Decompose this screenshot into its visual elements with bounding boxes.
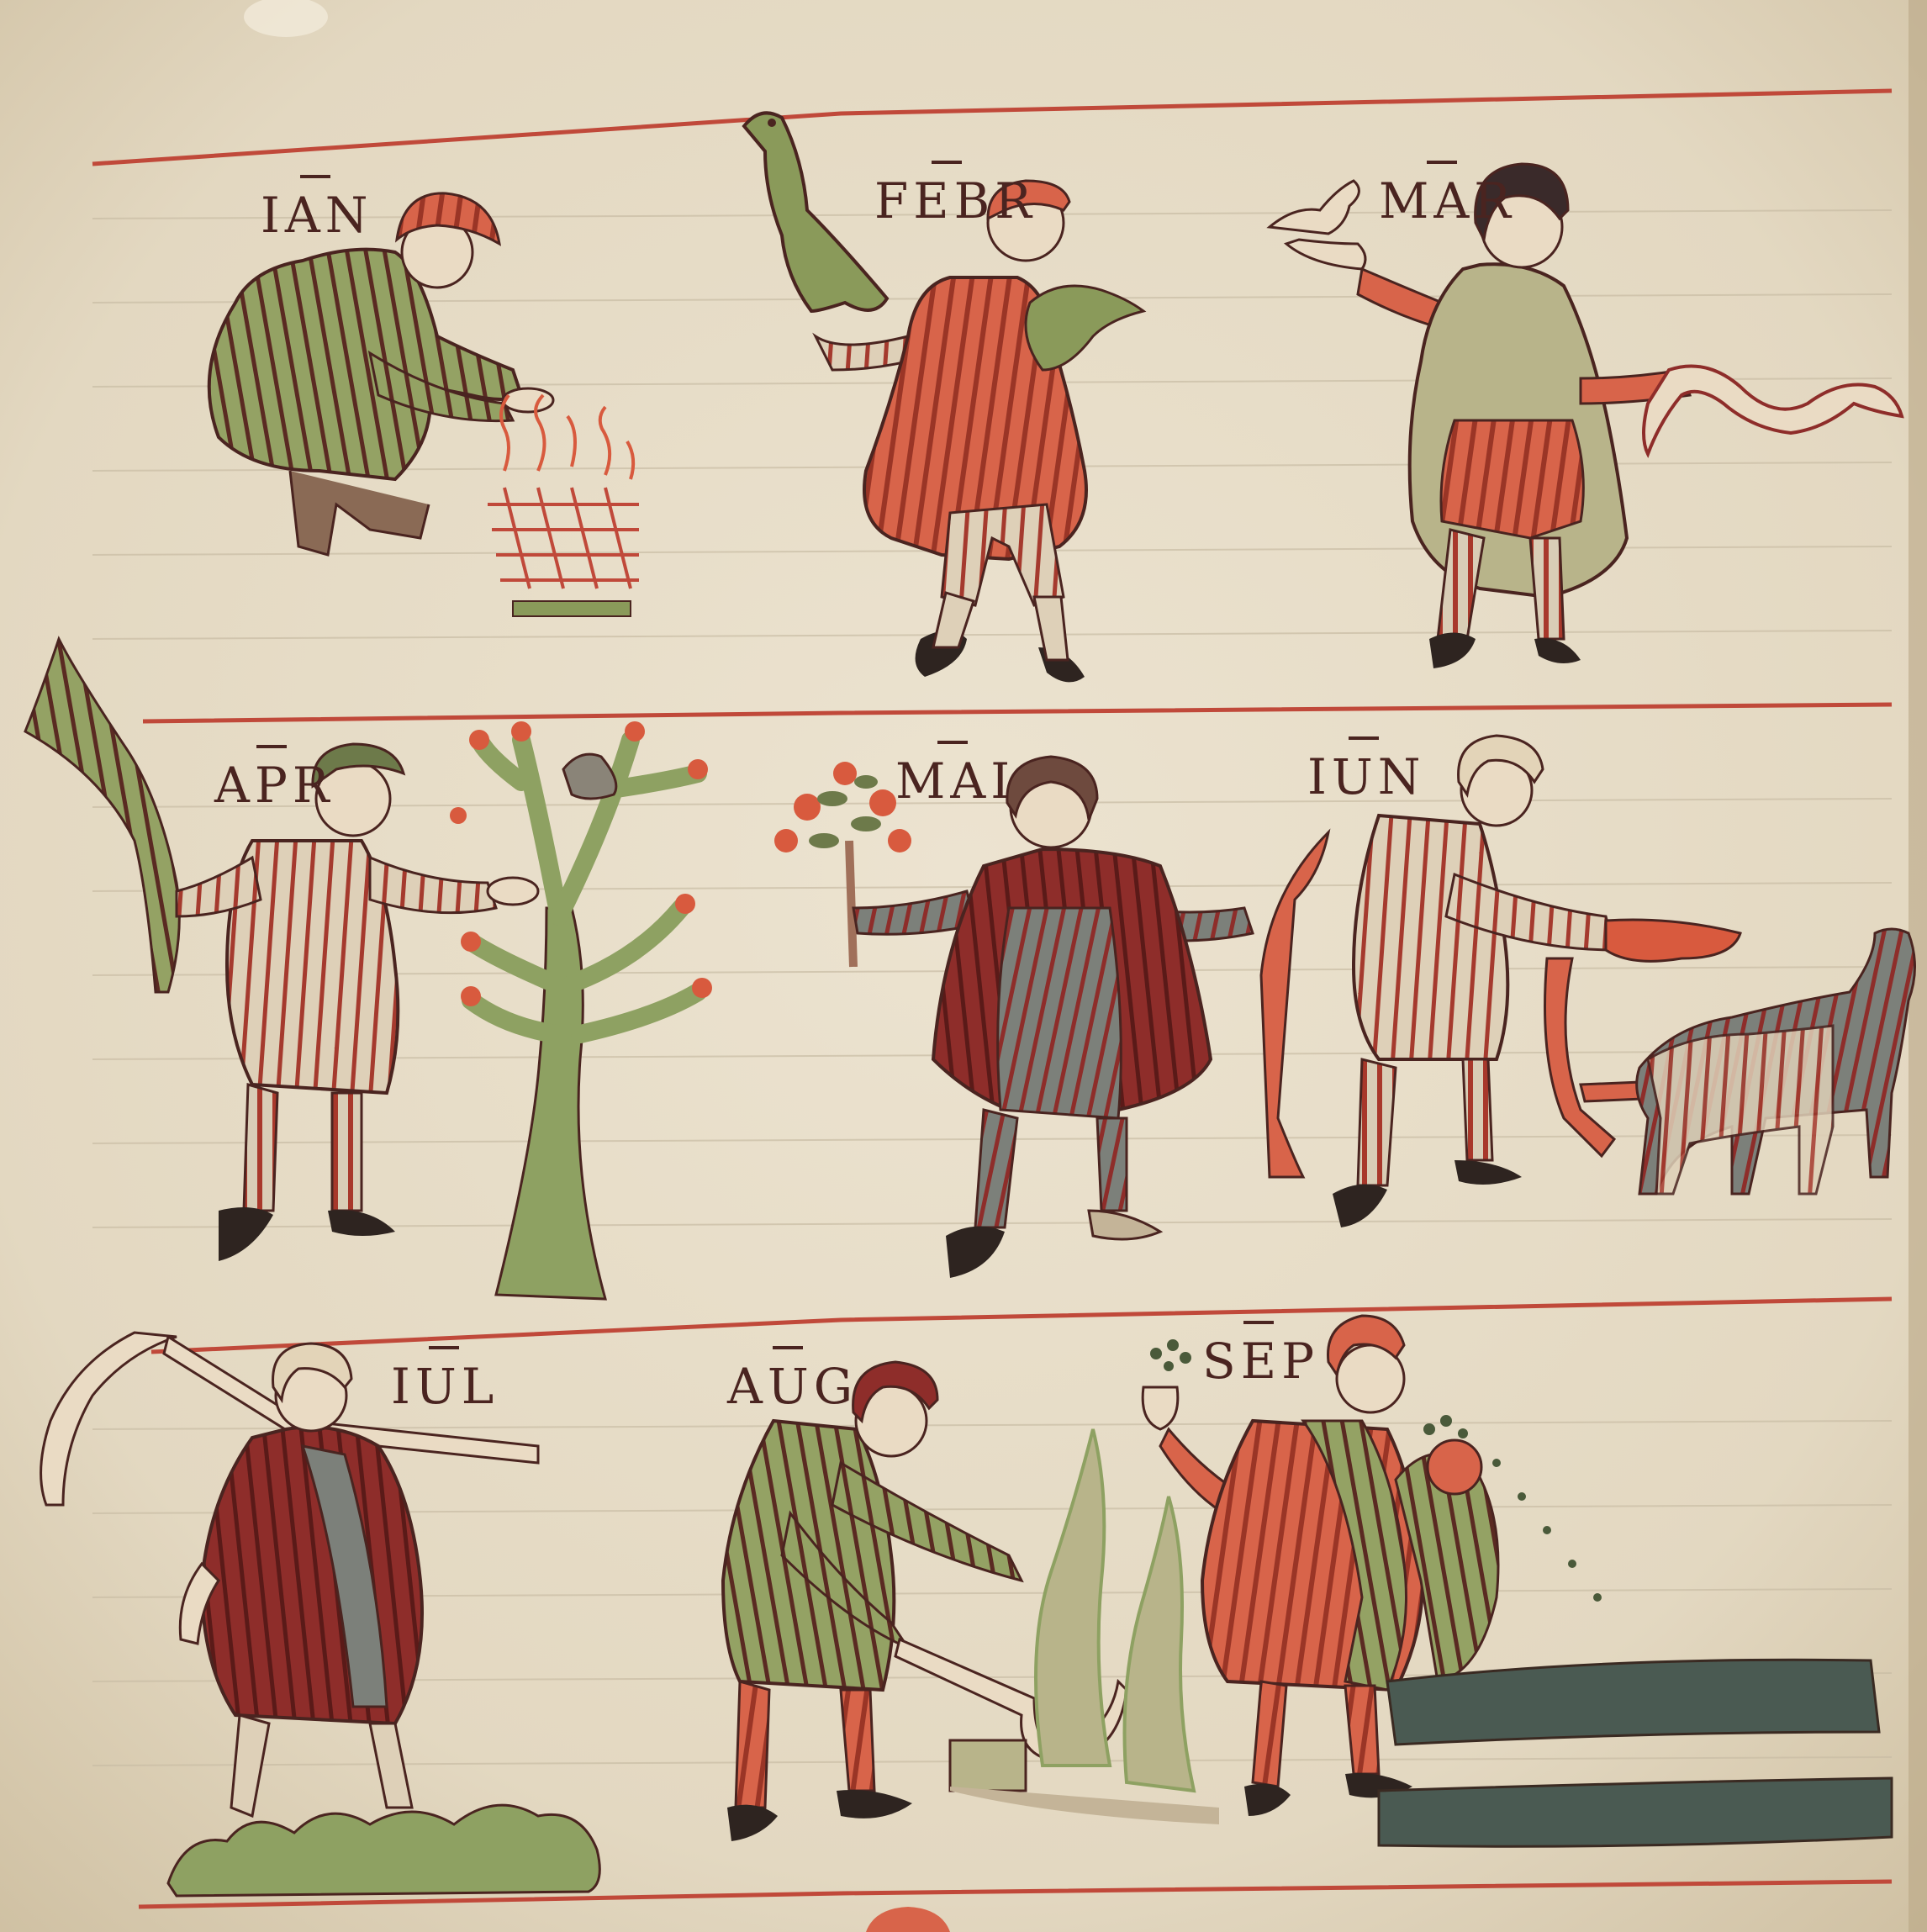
february-hawk-eye xyxy=(768,119,776,127)
month-label-jun: IUN xyxy=(1307,748,1426,805)
january-hand xyxy=(503,388,553,412)
month-label-aug: AUG xyxy=(727,1358,858,1415)
august-sheaf xyxy=(950,1740,1026,1791)
may-branch-stem xyxy=(849,841,853,967)
september-field-top xyxy=(1387,1660,1879,1745)
fire-base xyxy=(513,601,631,616)
june-body xyxy=(1354,816,1507,1059)
september-field-bottom xyxy=(1379,1778,1892,1846)
month-label-sep: SEP xyxy=(1202,1333,1320,1390)
month-label-feb: FEBR xyxy=(874,172,1037,230)
march-tunic xyxy=(1441,420,1583,538)
month-label-apr: APR xyxy=(214,757,335,814)
month-label-jan: IAN xyxy=(261,187,373,244)
april-hand-right xyxy=(488,878,538,905)
month-label-may: MAI xyxy=(895,752,1016,810)
may-tunic xyxy=(998,908,1122,1118)
month-label-mar: MAR xyxy=(1379,172,1516,230)
month-label-jul: IUL xyxy=(391,1358,499,1415)
september-bag-top xyxy=(1428,1440,1481,1494)
